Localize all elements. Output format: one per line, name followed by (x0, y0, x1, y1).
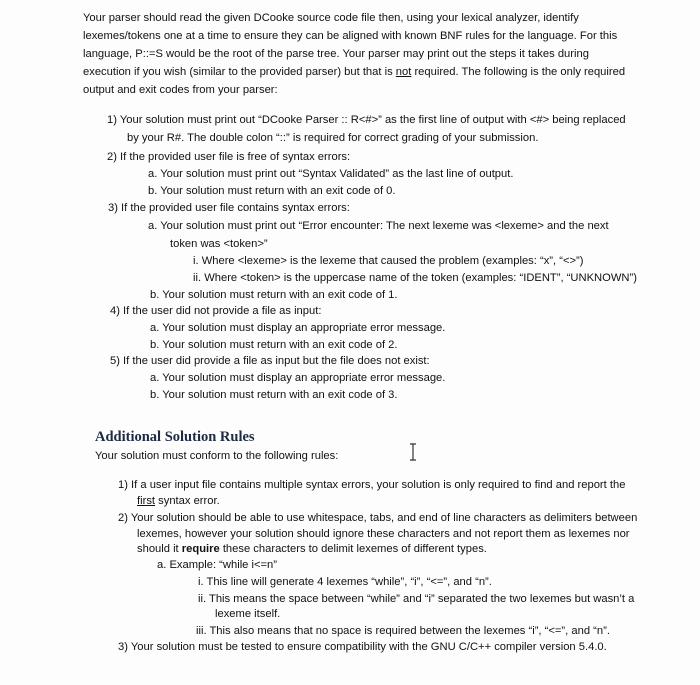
section-subheading: Your solution must conform to the following rules: (95, 450, 339, 462)
req-2a: a. Your solution must print out “Syntax Validated” as the last line of output. (148, 168, 514, 180)
rule-1: 1) If a user input file contains multiple syntax errors, your solution is only required to find and report the (118, 479, 626, 491)
underlined-first: first (137, 495, 156, 507)
intro-line-3: language, P::=S would be the root of the parse tree. Your parser may print out the steps it takes during (83, 48, 589, 60)
rule-2a-i: i. This line will generate 4 lexemes “while”, “i”, “<=”, and “n”. (198, 576, 492, 588)
req-3: 3) If the provided user file contains syntax errors: (108, 202, 350, 214)
req-5a: a. Your solution must display an appropriate error message. (150, 372, 446, 384)
intro-line-1: Your parser should read the given DCooke source code file then, using your lexical analyzer, identify (83, 12, 579, 24)
text-cursor-icon (408, 443, 418, 461)
req-3b: b. Your solution must return with an exit code of 1. (150, 289, 398, 301)
rule-3: 3) Your solution must be tested to ensure compatibility with the GNU C/C++ compiler version 5.4.0. (118, 641, 607, 653)
rule-2a-iii: iii. This also means that no space is required between the lexemes “i”, “<=”, and “n”. (196, 625, 610, 637)
rule-2: 2) Your solution should be able to use whitespace, tabs, and end of line characters as delimiters between (118, 512, 638, 524)
rule-2a: a. Example: “while i<=n” (157, 559, 278, 571)
req-3a-ii: ii. Where <token> is the uppercase name of the token (examples: “IDENT”, “UNKNOWN”) (193, 272, 637, 284)
underlined-not: not (395, 66, 412, 78)
req-3a-cont: token was <token>” (170, 238, 268, 250)
intro-line-5: output and exit codes from your parser: (83, 84, 278, 96)
rule-2-cont-2: should it require these characters to delimit lexemes of different types. (137, 543, 487, 555)
rule-1-cont: first syntax error. (137, 495, 220, 507)
req-5b: b. Your solution must return with an exit code of 3. (150, 389, 398, 401)
intro-line-4: execution if you wish (similar to the provided parser) but that is not required. The following is the only required (83, 66, 626, 78)
rule-2-cont-1: lexemes, however your solution should ignore these characters and not report them as lexemes nor (137, 528, 630, 540)
req-2: 2) If the provided user file is free of syntax errors: (107, 151, 351, 163)
req-3a-i: i. Where <lexeme> is the lexeme that caused the problem (examples: “x”, “<>”) (193, 255, 584, 267)
rule-2a-ii-cont: lexeme itself. (215, 608, 281, 620)
intro-line-2: lexemes/tokens one at a time to ensure they can be aligned with known BNF rules for the language. For this (83, 30, 618, 42)
req-5: 5) If the user did provide a file as input but the file does not exist: (110, 355, 430, 367)
req-3a: a. Your solution must print out “Error encounter: The next lexeme was <lexeme> and the next (148, 220, 609, 232)
req-2b: b. Your solution must return with an exit code of 0. (148, 185, 396, 197)
section-heading: Additional Solution Rules (95, 429, 255, 445)
req-4b: b. Your solution must return with an exit code of 2. (150, 339, 398, 351)
bold-require: require (181, 543, 220, 555)
req-4: 4) If the user did not provide a file as input: (110, 305, 322, 317)
req-1-cont: by your R#. The double colon “::” is required for correct grading of your submission. (127, 132, 539, 144)
req-1: 1) Your solution must print out “DCooke Parser :: R<#>” as the first line of output with <#> being replaced (107, 114, 626, 126)
req-4a: a. Your solution must display an appropriate error message. (150, 322, 446, 334)
rule-2a-ii: ii. This means the space between “while” and “i” separated the two lexemes but wasn’t a (198, 593, 635, 605)
